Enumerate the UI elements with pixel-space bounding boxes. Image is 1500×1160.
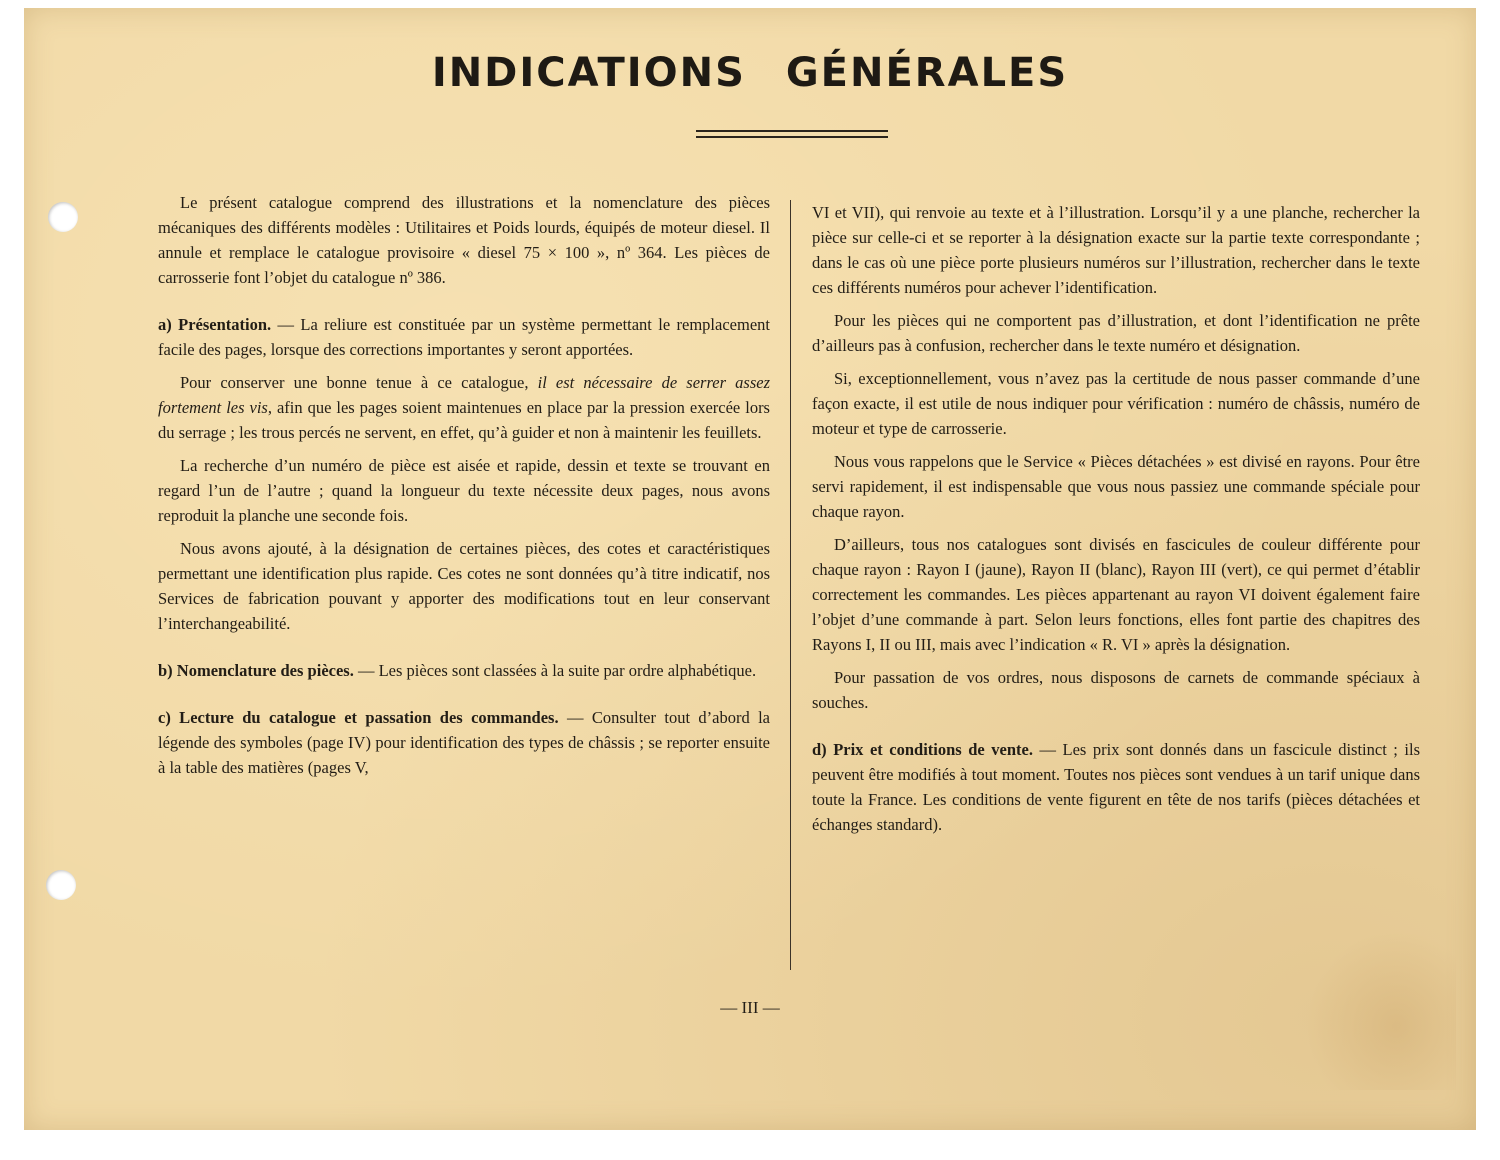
cotes-paragraph: Nous avons ajouté, à la désignation de certaines pièces, des cotes et caractéristiques permettant une identification plus rapide. Ces cotes ne sont données qu’à titre indicatif, nos Services de fabrication pouvant y apporter des modifications tout en leur conservant l’interchangeabilité. (158, 539, 770, 633)
recherche-paragraph: La recherche d’un numéro de pièce est aisée et rapide, dessin et texte se trouvant en regard l’un de l’autre ; quand la longueur du texte nécessite deux pages, nous avons reproduit la planche une seconde fois. (158, 456, 770, 525)
section-a-heading: a) Présentation. (158, 315, 272, 334)
title-rule-top (696, 130, 888, 132)
carnets-paragraph: Pour passation de vos ordres, nous disposons de carnets de commande spéciaux à souches. (812, 668, 1420, 712)
column-divider (790, 200, 791, 970)
section-c-paragraph (158, 705, 770, 780)
section-a-paragraph (158, 312, 770, 362)
section-a-text: — La reliure est constituée par un système permettant le remplacement facile des pages, lorsque des corrections importantes y seront apportées. (158, 315, 770, 359)
section-c-continued: VI et VII), qui renvoie au texte et à l’illustration. Lorsqu’il y a une planche, rechercher la pièce sur celle-ci et se reporter à la désignation exacte sur la partie texte correspondante ; dans le cas où une pièce porte plusieurs numéros sur l’illustration, rechercher dans le texte ces différents numéros pour achever l’identification. (812, 203, 1420, 297)
title-rule-bottom (696, 136, 888, 138)
tenue-end: , afin que les pages soient maintenues en place par la pression exercée lors du serrage ; les trous percés ne servent, en effet, qu’à guider et non à maintenir les feuillets. (158, 398, 770, 442)
section-b-text: — Les pièces sont classées à la suite par ordre alphabétique. (353, 661, 757, 680)
left-column (158, 190, 770, 780)
tenue-paragraph (158, 370, 770, 445)
section-d-text: — Les prix sont donnés dans un fascicule distinct ; ils peuvent être modifiés à tout moment. Toutes nos pièces sont vendues à un tarif unique dans toute la France. Les conditions de vente figurent en tête de nos tarifs (pièces détachées et échanges standard). (812, 740, 1420, 834)
tenue-start: Pour conserver une bonne tenue à ce catalogue, (180, 373, 538, 392)
section-d-paragraph (812, 737, 1420, 837)
page-title: INDICATIONS GÉNÉRALES (431, 50, 1069, 96)
right-column (812, 200, 1420, 837)
section-b-paragraph (158, 658, 770, 683)
section-d-heading: d) Prix et conditions de vente. (812, 740, 1033, 759)
section-c-heading: c) Lecture du catalogue et passation des commandes. (158, 708, 559, 727)
binder-hole-bottom (46, 870, 76, 900)
sans-illustration-paragraph: Pour les pièces qui ne comportent pas d’illustration, et dont l’identification ne prête d’ailleurs pas à confusion, rechercher dans le texte numéro et désignation. (812, 311, 1420, 355)
page-number: — III — (720, 998, 780, 1017)
intro-paragraph: Le présent catalogue comprend des illustrations et la nomenclature des pièces mécaniques des différents modèles : Utilitaires et Poids lourds, équipés de moteur diesel. Il annule et remplace le catalogue provisoire « diesel 75 × 100 », nº 364. Les pièces de carrosserie font l’objet du catalogue nº 386. (158, 193, 770, 287)
tenue-emphasis: il est nécessaire de serrer assez fortement les vis (158, 373, 770, 417)
fascicules-paragraph: D’ailleurs, tous nos catalogues sont divisés en fascicules de couleur différente pour chaque rayon : Rayon I (jaune), Rayon II (blanc), Rayon III (vert), ce qui permet d’établir correctement les commandes. Les pièces appartenant au rayon VI doivent également faire l’objet d’une commande à part. Selon leurs fonctions, elles font partie des chapitres des Rayons I, II ou III, mais avec l’indication « R. VI » après la désignation. (812, 535, 1420, 654)
section-b-heading: b) Nomenclature des pièces. (158, 661, 354, 680)
rayons-paragraph: Nous vous rappelons que le Service « Pièces détachées » est divisé en rayons. Pour être servi rapidement, il est indispensable que vous nous passiez une commande spéciale pour chaque rayon. (812, 452, 1420, 521)
binder-hole-top (48, 202, 78, 232)
verification-paragraph: Si, exceptionnellement, vous n’avez pas la certitude de nous passer commande d’une façon exacte, il est utile de nous indiquer pour vérification : numéro de châssis, numéro de moteur et type de carrosserie. (812, 369, 1420, 438)
section-c-text: — Consulter tout d’abord la légende des symboles (page IV) pour identification des types de châssis ; se reporter ensuite à la table des matières (pages V, (158, 708, 770, 777)
